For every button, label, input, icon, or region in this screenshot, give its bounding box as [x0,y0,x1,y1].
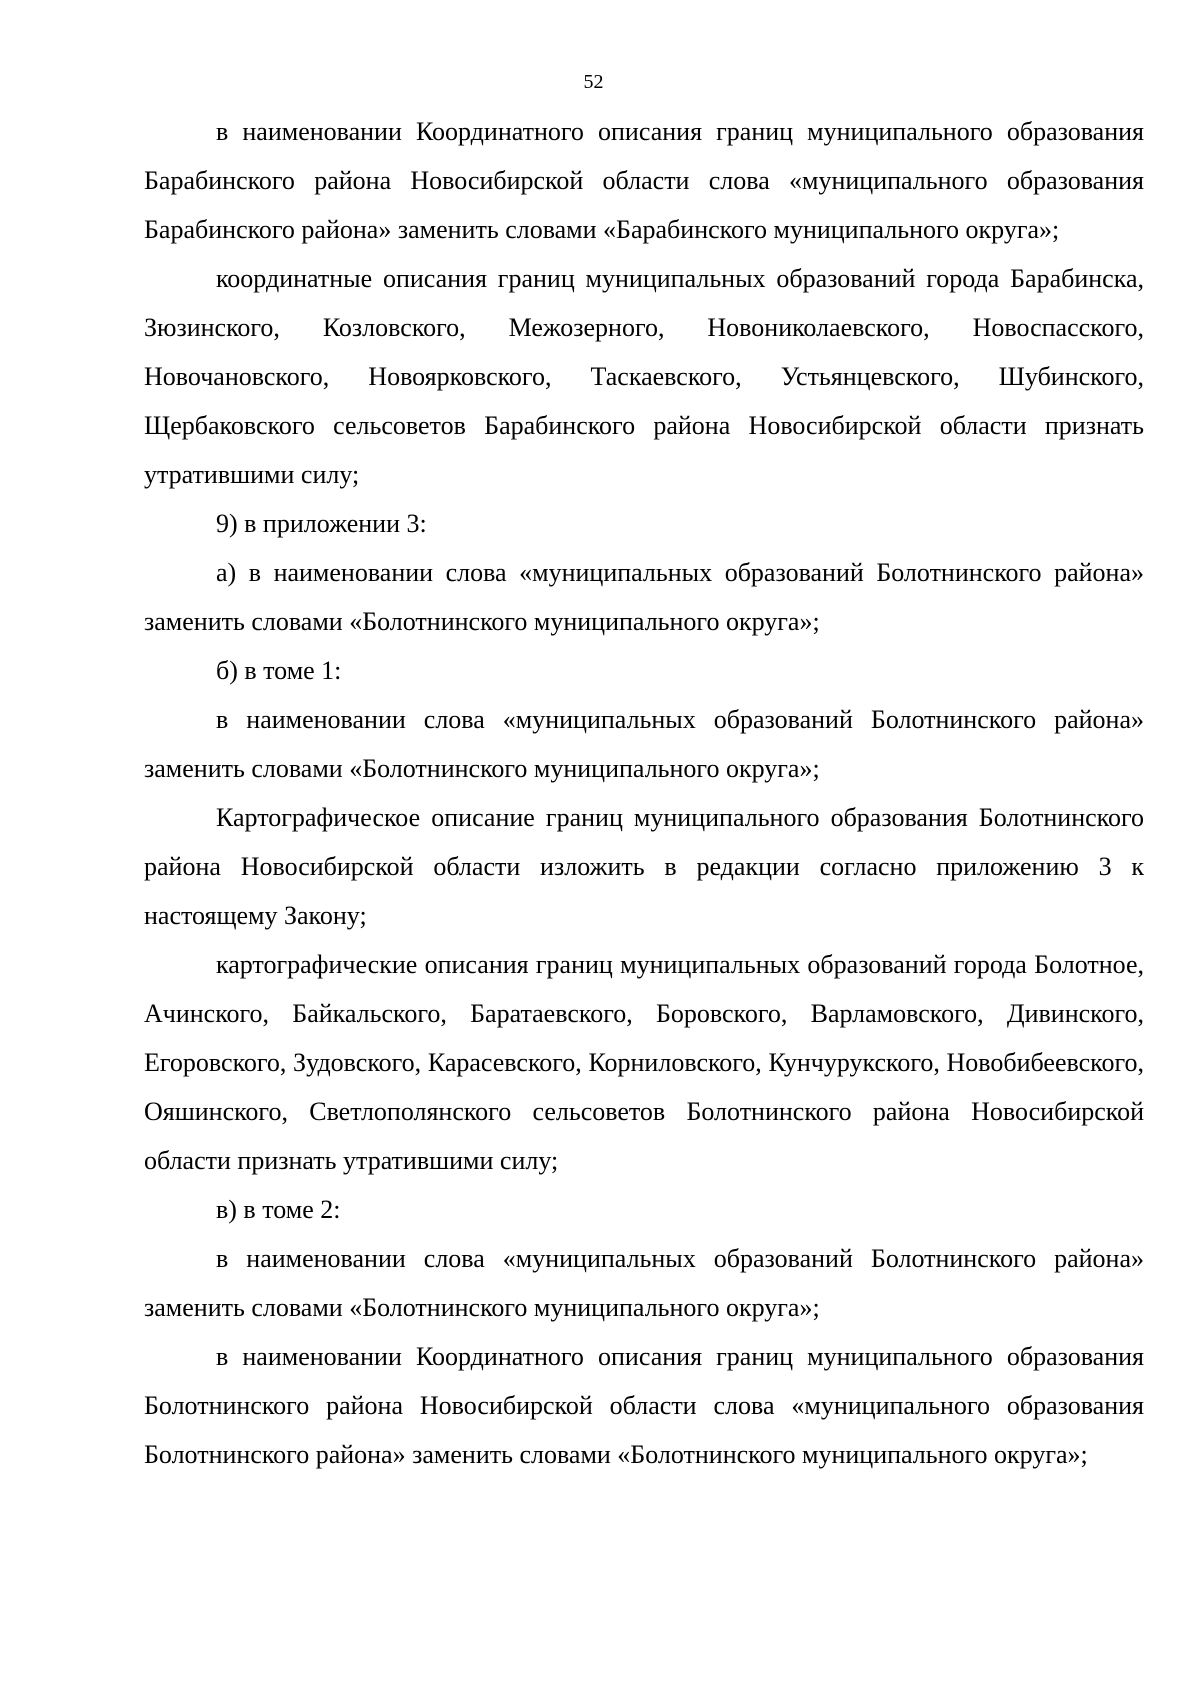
paragraph-9: в) в томе 2: [216,1195,341,1224]
paragraph-7: Картографическое описание границ муниципального образования Болотнинского района Новосибирской области изложить в редакции согласно приложению 3 к настоящему Закону; [144,803,1144,930]
paragraph-8: картографические описания границ муниципальных образований города Болотное, Ачинского, Байкальского, Баратаевского, Боровского, Варламовского, Дивинского, Егоровского, Зудовского, Карасевского, Корниловского, Кунчурукского, Новобибеевского, Ояшинского, Светлополянского сельсоветов Болотнинского района Новосибирской области признать утратившими силу; [144,950,1144,1175]
paragraph-3: 9) в приложении 3: [216,509,427,538]
paragraph-1: в наименовании Координатного описания границ муниципального образования Барабинского района Новосибирской области слова «муниципального образования Барабинского района» заменить словами «Барабинского муниципального округа»; [144,117,1144,244]
page-number: 52 [583,71,604,93]
document-body [144,107,1144,1479]
paragraph-4: а) в наименовании слова «муниципальных образований Болотнинского района» заменить словами «Болотнинского муниципального округа»; [144,558,1144,636]
paragraph-11: в наименовании Координатного описания границ муниципального образования Болотнинского района Новосибирской области слова «муниципального образования Болотнинского района» заменить словами «Болотнинского муниципального округа»; [144,1342,1144,1469]
paragraph-6: в наименовании слова «муниципальных образований Болотнинского района» заменить словами «Болотнинского муниципального округа»; [144,705,1144,783]
paragraph-2: координатные описания границ муниципальных образований города Барабинска, Зюзинского, Козловского, Межозерного, Новониколаевского, Новоспасского, Новочановского, Новоярковского, Таскаевского, Устьянцевского, Шубинского, Щербаковского сельсоветов Барабинского района Новосибирской области признать утратившими силу; [144,264,1144,489]
paragraph-10: в наименовании слова «муниципальных образований Болотнинского района» заменить словами «Болотнинского муниципального округа»; [144,1244,1144,1322]
paragraph-5: б) в томе 1: [216,656,342,685]
